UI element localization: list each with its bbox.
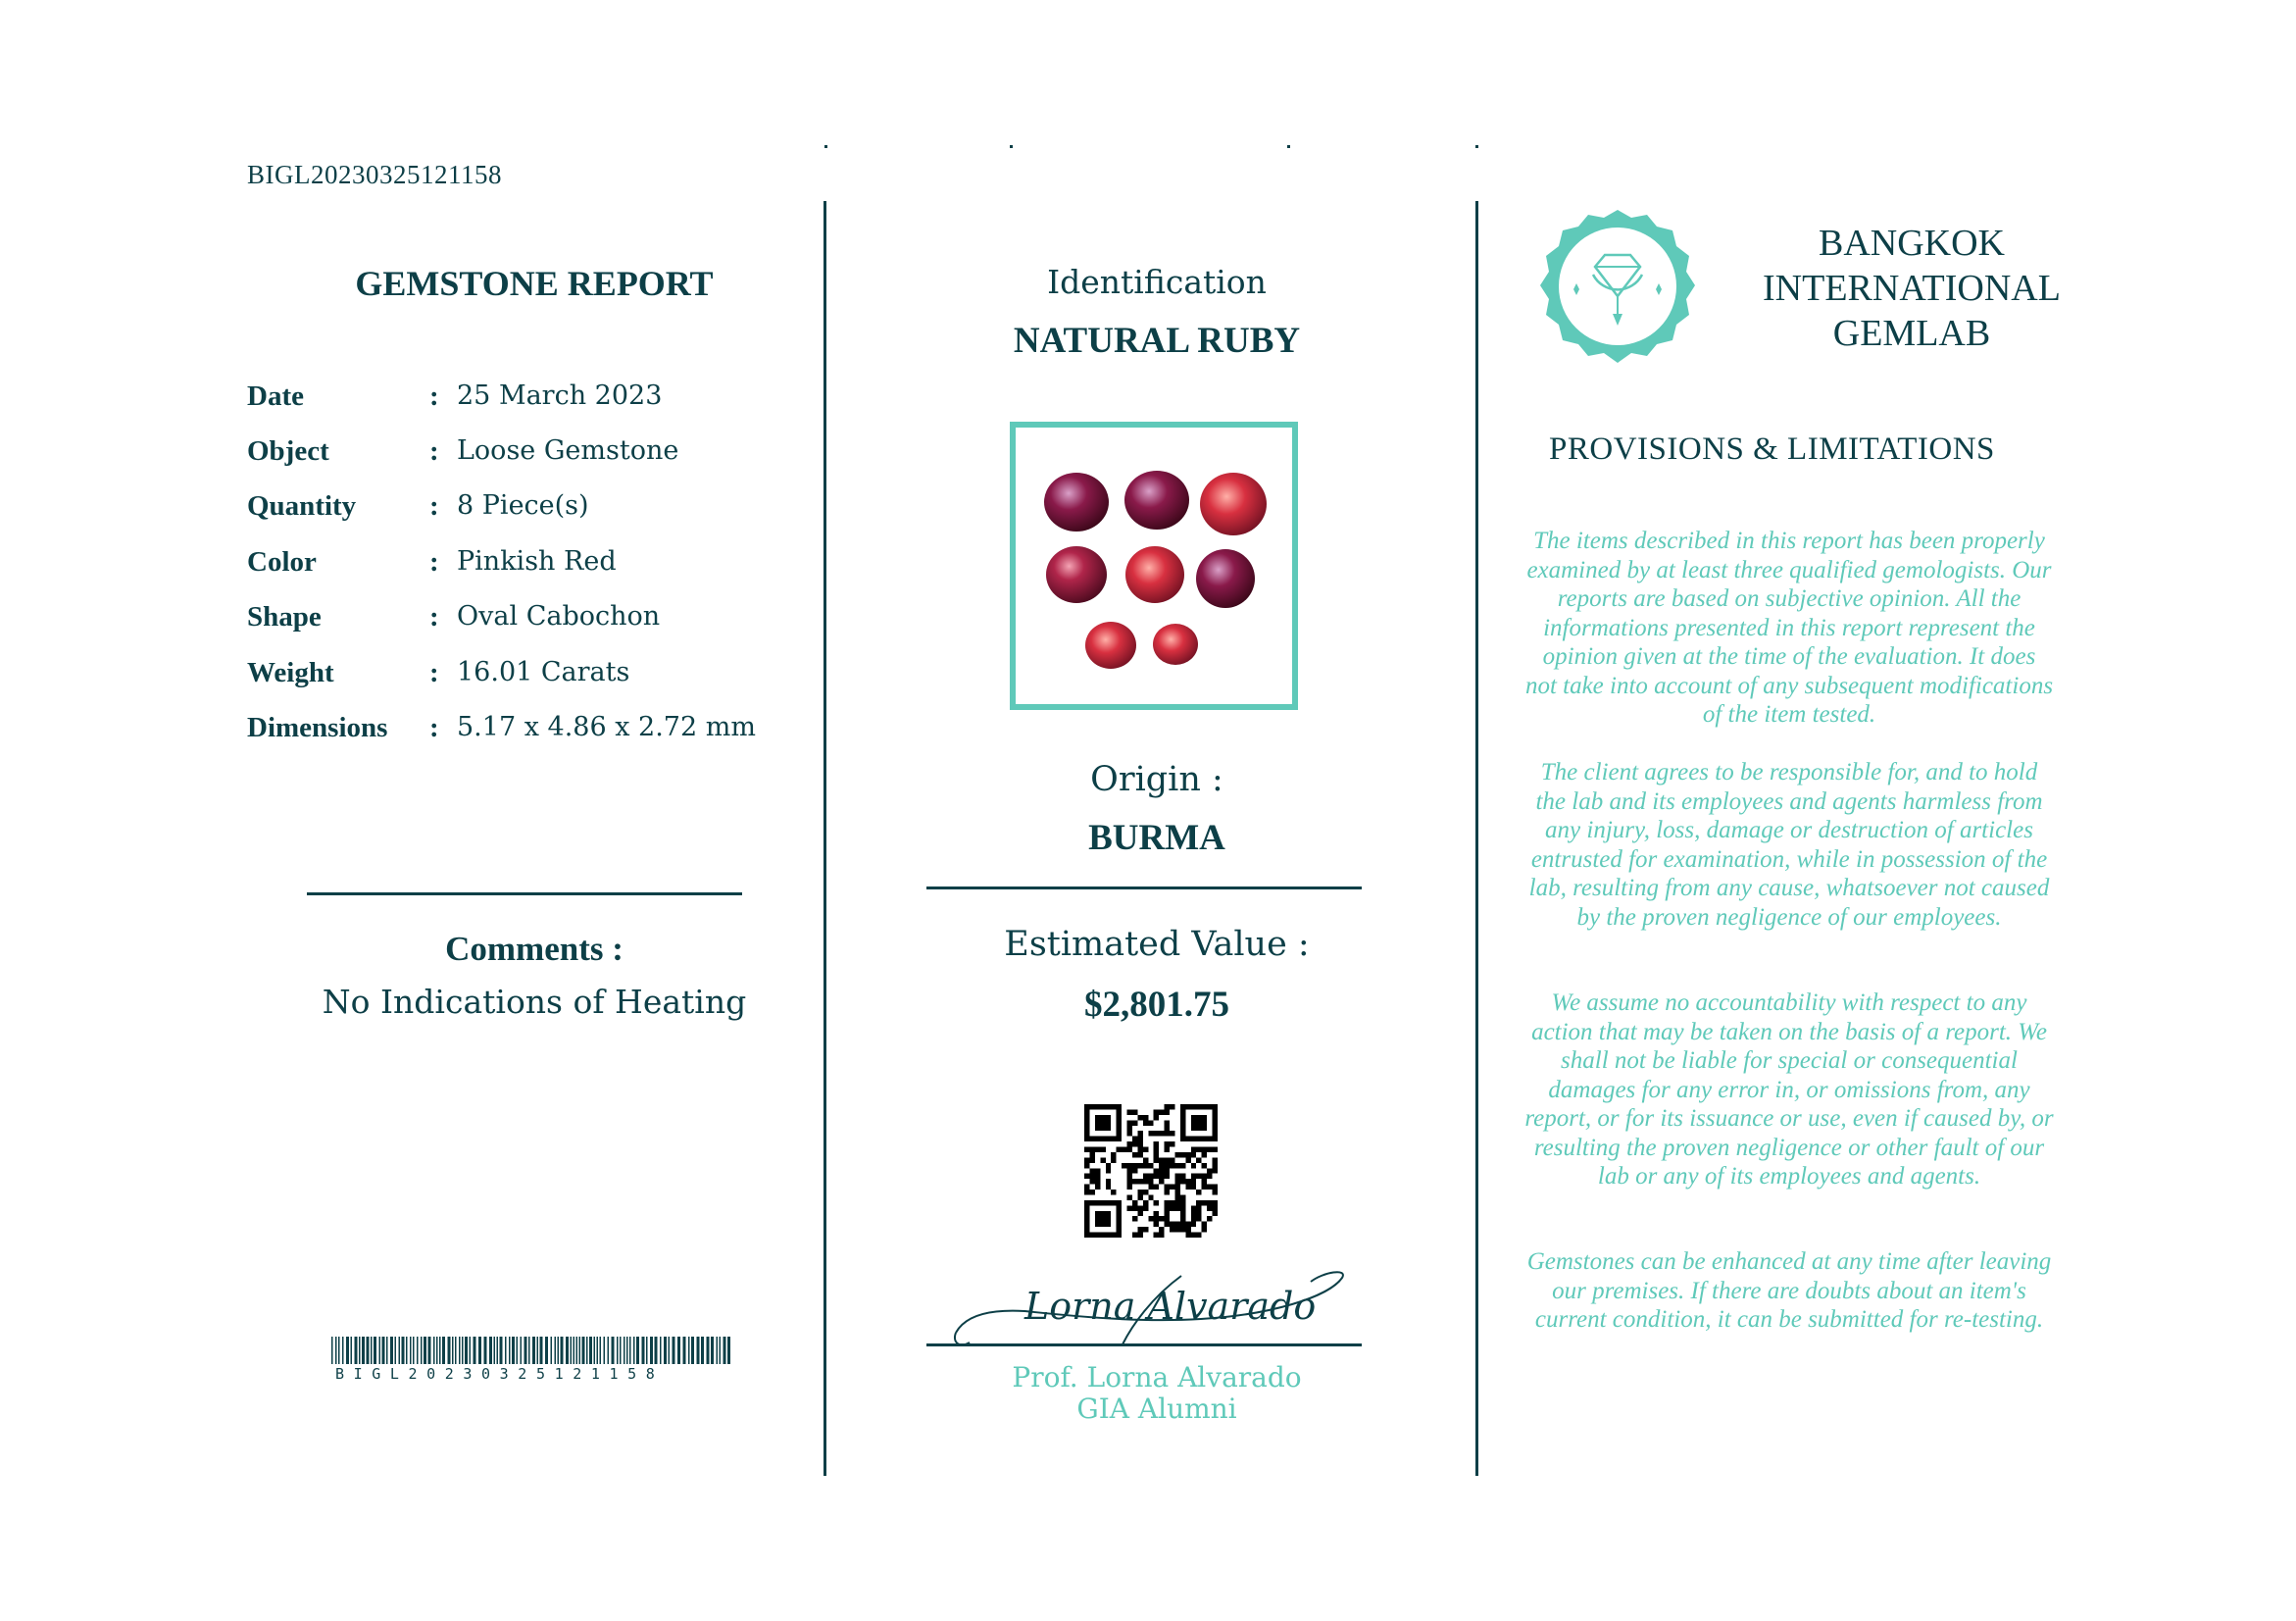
provision-paragraph: The items described in this report has been properly examined by at least three qualified gemologists. Our reports are based on subjective opinion. All the informations presented in this report represent the opinion given at the time of the evaluation. It does not take into account of any subsequent modifications of the item tested. xyxy=(1524,528,2054,728)
detail-separator: : xyxy=(429,546,439,578)
lab-name-line: INTERNATIONAL xyxy=(1763,268,2061,309)
qr-code[interactable] xyxy=(1084,1104,1218,1238)
estimated-value-label: Estimated Value : xyxy=(1004,925,1310,964)
fold-mark xyxy=(1010,145,1013,148)
provisions-title: PROVISIONS & LIMITATIONS xyxy=(1549,431,1995,467)
estimated-value: $2,801.75 xyxy=(1084,985,1229,1025)
comments-heading: Comments : xyxy=(445,930,624,968)
detail-separator: : xyxy=(429,380,439,412)
detail-separator: : xyxy=(429,712,439,743)
detail-value: Oval Cabochon xyxy=(457,601,661,632)
comments-text: No Indications of Heating xyxy=(322,983,747,1021)
report-number: BIGL20230325121158 xyxy=(247,160,502,189)
detail-value: 16.01 Carats xyxy=(457,657,630,687)
detail-value: 25 March 2023 xyxy=(457,380,663,411)
provision-paragraph: We assume no accountability with respect to any action that may be taken on the basis of a report. We shall not be liable for special or consequential damages for any error in, or omissions from, any report, or for its issuance or use, even if caused by, or resulting the proven negligence or other fault of our lab or any of its employees and agents. xyxy=(1524,989,2054,1190)
detail-separator: : xyxy=(429,657,439,688)
detail-separator: : xyxy=(429,435,439,467)
lab-name-line: GEMLAB xyxy=(1832,313,1991,354)
provision-paragraph: Gemstones can be enhanced at any time after leaving our premises. If there are doubts about an item's current condition, it can be submitted for re-testing. xyxy=(1526,1248,2052,1333)
detail-label: Quantity xyxy=(247,490,357,522)
detail-label: Weight xyxy=(247,657,334,688)
ruby-stones-image xyxy=(1016,428,1292,704)
detail-separator: : xyxy=(429,601,439,633)
signature-line xyxy=(926,1343,1362,1346)
detail-value: 8 Piece(s) xyxy=(457,490,589,521)
fold-mark xyxy=(1475,145,1478,148)
signature-script: Lorna Alvarado xyxy=(1024,1285,1317,1328)
origin-value: BURMA xyxy=(1088,818,1225,858)
detail-label: Color xyxy=(247,546,317,578)
detail-value: 5.17 x 4.86 x 2.72 mm xyxy=(457,712,756,742)
lab-name xyxy=(1725,221,2098,356)
report-title: GEMSTONE REPORT xyxy=(355,264,714,303)
divider-right xyxy=(1475,201,1478,1476)
detail-label: Object xyxy=(247,435,329,467)
detail-label: Dimensions xyxy=(247,712,388,743)
fold-mark xyxy=(1287,145,1290,148)
gemstone-photo xyxy=(1010,422,1298,710)
signer-name: Prof. Lorna Alvarado xyxy=(1012,1361,1302,1393)
detail-label: Shape xyxy=(247,601,322,633)
identification-label: Identification xyxy=(1047,263,1267,301)
fold-mark xyxy=(824,145,827,148)
origin-divider xyxy=(926,886,1362,889)
signature xyxy=(946,1258,1353,1356)
detail-label: Date xyxy=(247,380,304,412)
origin-label: Origin : xyxy=(1090,760,1223,799)
barcode-text: BIGL20230325121158 xyxy=(335,1365,665,1383)
divider-left xyxy=(824,201,826,1476)
comments-divider xyxy=(307,892,742,895)
signer-credential: GIA Alumni xyxy=(1076,1393,1237,1425)
lab-seal-logo xyxy=(1534,206,1701,373)
detail-value: Pinkish Red xyxy=(457,546,617,577)
detail-separator: : xyxy=(429,490,439,522)
lab-name-line: BANGKOK xyxy=(1819,223,2005,264)
barcode xyxy=(331,1337,733,1364)
identification-value: NATURAL RUBY xyxy=(1013,321,1301,361)
detail-value: Loose Gemstone xyxy=(457,435,679,466)
provision-paragraph: The client agrees to be responsible for, and to hold the lab and its employees and agents harmless from any injury, loss, damage or destruction of articles entrusted for examination, while in possession of the lab, resulting from any cause, whatsoever not caused by the proven negligence of our employees. xyxy=(1528,759,2050,931)
